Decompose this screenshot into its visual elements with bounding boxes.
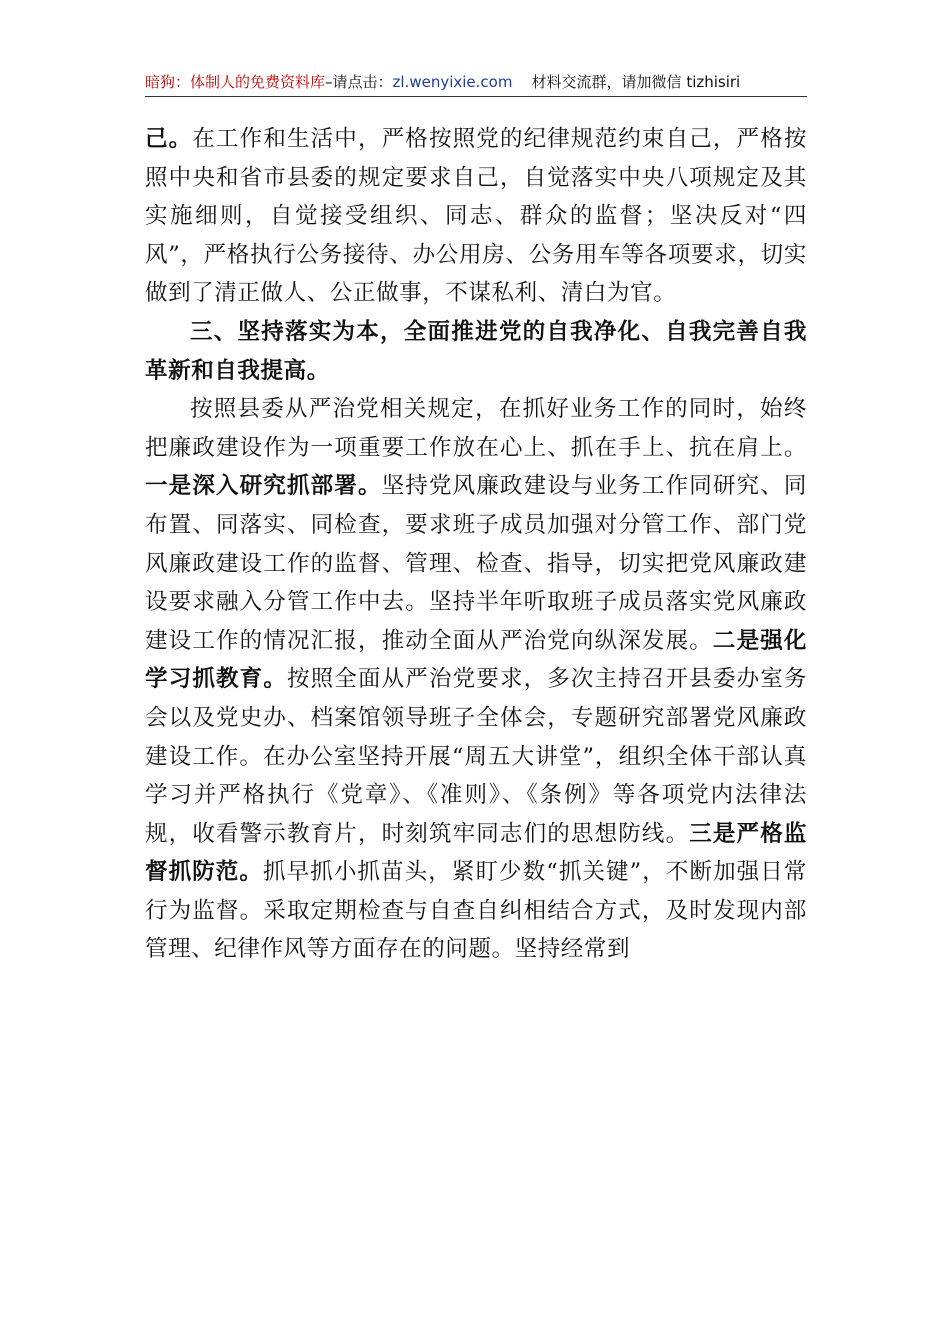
page-header [145, 72, 807, 97]
header-site-name: 暗狗：体制人的免费资料库 [145, 73, 326, 91]
paragraph-2-text-2: 坚持党风廉政建设与业务工作同研究、同布置、同落实、同检查，要求班子成员加强对分管工作、部门党风廉政建设工作的监督、管理、检查、指导，切实把党风廉政建设要求融入分管工作中去。坚持半年听取班子成员落实党风廉政建设工作的情况汇报，推动全面从严治党向纵深发展。 [145, 473, 807, 654]
header-prompt: –请点击： [325, 73, 393, 91]
point-1-title: 一是深入研究抓部署。 [145, 473, 382, 500]
paragraph-2 [145, 390, 807, 969]
paragraph-2-text-4: 抓早抓小抓苗头，紧盯少数“抓关键”，不断加强日常行为监督。采取定期检查与自查自纠相结合方式，及时发现内部管理、纪律作风等方面存在的问题。坚持经常到 [145, 859, 807, 963]
paragraph-1 [145, 120, 807, 313]
header-link[interactable]: zl.wenyixie.com [392, 73, 513, 91]
paragraph-2-text-3: 按照全面从严治党要求，多次主持召开县委办室务会以及党史办、档案馆领导班子全体会，专题研究部署党风廉政建设工作。在办公室坚持开展“周五大讲堂”，组织全体干部认真学习并严格执行《党章》、《准则》、《条例》等各项党内法律法规，收看警示教育片，时刻筑牢同志们的思想防线。 [145, 666, 807, 847]
point-2-title: 二是强化学习抓教育。 [145, 627, 807, 693]
paragraph-1-lead: 己。 [145, 126, 193, 152]
document-body [145, 120, 807, 969]
header-wechat: 材料交流群，请加微信 tizhisiri [531, 73, 741, 91]
section-heading-3: 三、坚持落实为本，全面推进党的自我净化、自我完善自我革新和自我提高。 [145, 318, 807, 384]
point-3-title: 三是严格监督抓防范。 [145, 820, 807, 886]
paragraph-1-text: 在工作和生活中，严格按照党的纪律规范约束自己，严格按照中央和省市县委的规定要求自己，自觉落实中央八项规定及其实施细则，自觉接受组织、同志、群众的监督；坚决反对“四风”，严格执行公务接待、办公用房、公务用车等各项要求，切实做到了清正做人、公正做事，不谋私利、清白为官。 [145, 126, 807, 307]
paragraph-2-text-1: 按照县委从严治党相关规定，在抓好业务工作的同时，始终把廉政建设作为一项重要工作放在心上、抓在手上、抗在肩上。 [145, 396, 807, 461]
